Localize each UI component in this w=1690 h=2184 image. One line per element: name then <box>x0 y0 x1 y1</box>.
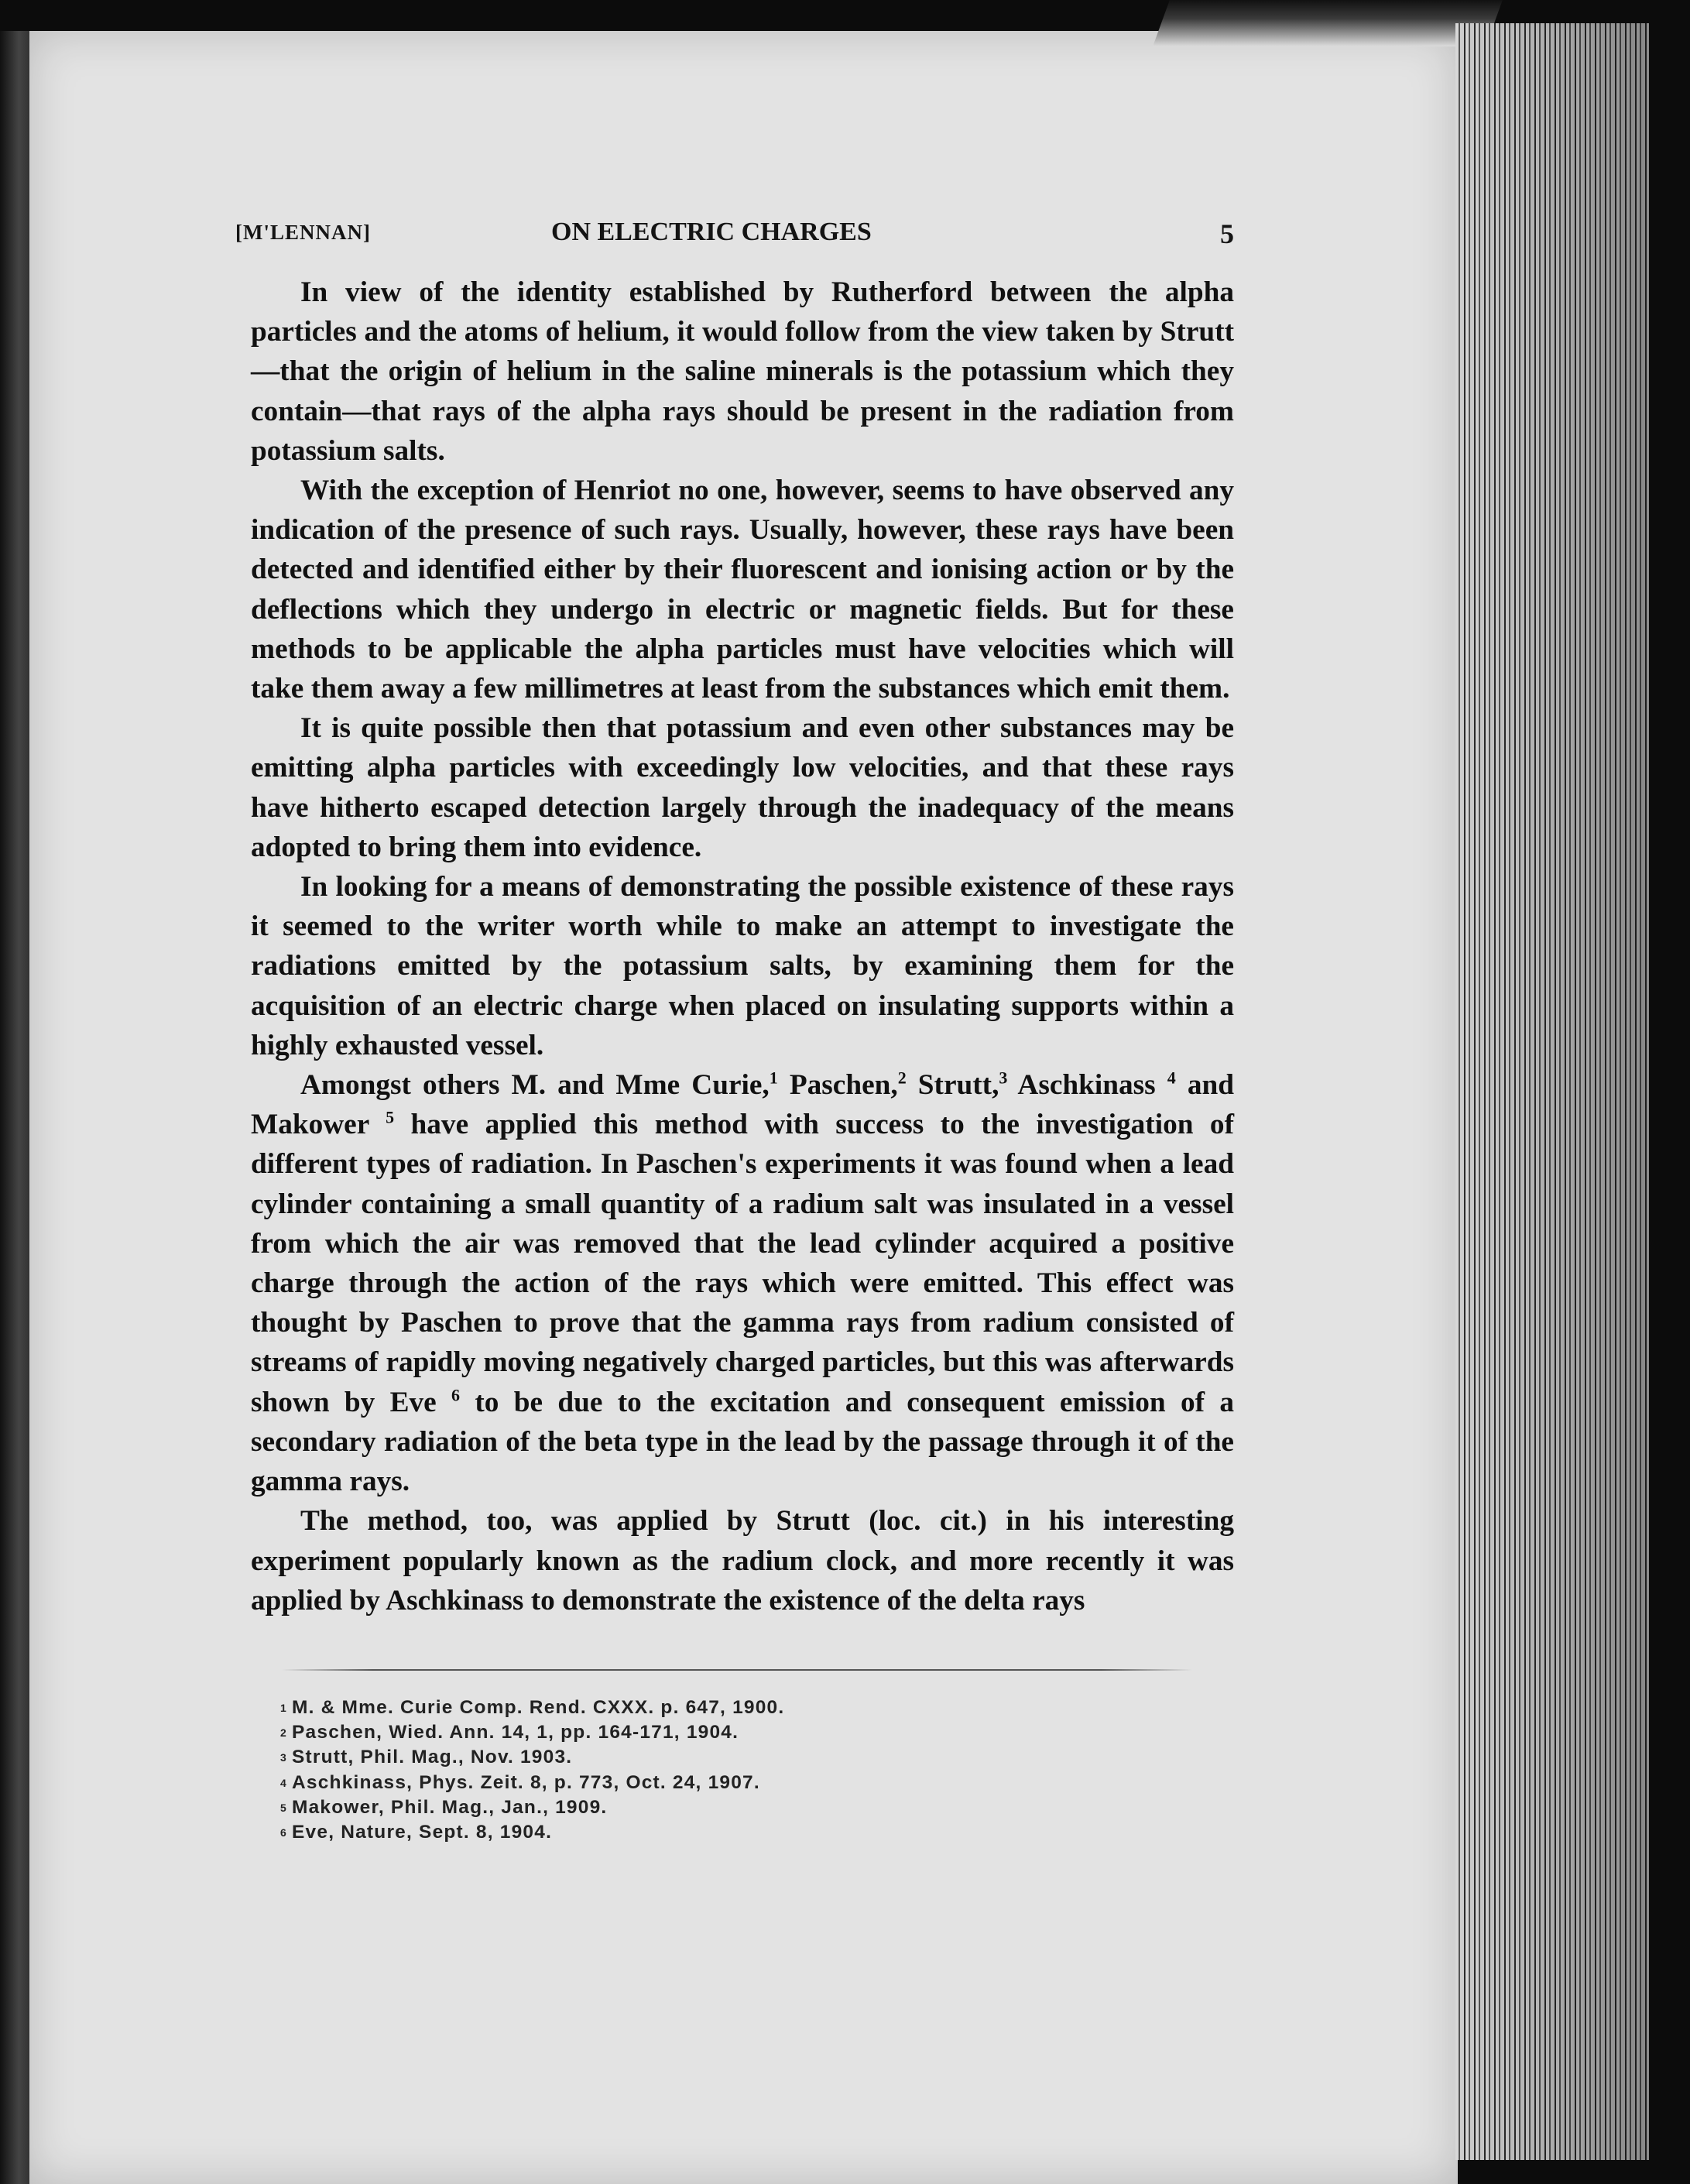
paragraph-text: to be due to the excitation and consequent emission of a secondary radiation of the beta type in the lead by the passage through it of the gamma rays. <box>251 1386 1234 1498</box>
paragraph-text: Amongst others M. and Mme Curie, <box>300 1069 770 1102</box>
paragraph <box>251 1065 1234 1501</box>
paragraph <box>251 867 1234 1065</box>
footnote-number: 5 <box>280 1801 287 1814</box>
footnote <box>280 1795 1054 1820</box>
footnote-reference: 5 <box>386 1107 395 1127</box>
paragraph <box>251 1501 1234 1620</box>
footnote-text: Makower, Phil. Mag., Jan., 1909. <box>292 1796 608 1818</box>
paragraph-text: Aschkinass <box>1007 1069 1167 1102</box>
paragraph-text: In looking for a means of demonstrating the possible existence of these rays it seemed to the writer worth while to make an attempt to investigate the radiations emitted by the potassium salts, by examining them for the acquisition of an electric charge when placed on insulating supports within a highly exhausted vessel. <box>251 871 1234 1061</box>
paragraph-text: With the exception of Henriot no one, however, seems to have observed any indication of the presence of such rays. Usually, however, these rays have been detected and identified either by their fluorescent and ionising action or by the deflections which they undergo in electric or magnetic fields. But for these methods to be applicable the alpha particles must have velocities which will take them away a few millimetres at least from the substances which emit them. <box>251 475 1234 705</box>
footnote <box>280 1720 1054 1745</box>
running-header <box>235 218 1234 256</box>
footnote-text: Paschen, Wied. Ann. 14, 1, pp. 164-171, 1904. <box>292 1722 739 1743</box>
footnote-number: 2 <box>280 1726 287 1740</box>
paragraph-text: have applied this method with success to the investigation of different types of radiation. In Paschen's experiments it was found when a lead cylinder containing a small quantity of a radium salt was insulated in a vessel from which the air was removed that the lead cylinder acquired a positive charge through the action of the rays which were emitted. This effect was thought by Paschen to prove that the gamma rays from radium consisted of streams of rapidly moving negatively charged particles, but this was afterwards shown by Eve <box>251 1109 1235 1418</box>
footnote-reference: 2 <box>897 1068 907 1088</box>
footnote <box>280 1695 1054 1720</box>
page-edges <box>1455 23 1649 2160</box>
footnote-reference: 1 <box>769 1068 778 1088</box>
paragraph-text: The method, too, was applied by Strutt (loc. cit.) in his interesting experiment popularly known as the radium clock, and more recently it was applied by Aschkinass to demonstrate the existence of the delta rays <box>251 1505 1234 1617</box>
footnote-number: 1 <box>280 1702 287 1714</box>
running-header-author: [M'LENNAN] <box>235 221 371 244</box>
page-number: 5 <box>1220 218 1234 249</box>
paragraph <box>251 273 1234 471</box>
footnote-text: Strutt, Phil. Mag., Nov. 1903. <box>292 1747 573 1768</box>
running-header-title: ON ELECTRIC CHARGES <box>551 218 872 246</box>
footnote-number: 4 <box>280 1776 287 1789</box>
footnote-reference: 4 <box>1167 1068 1176 1088</box>
paragraph-text: It is quite possible then that potassium and even other substances may be emitting alpha particles with exceedingly low velocities, and that these rays have hitherto escaped detection largely through the inadequacy of the means adopted to bring them into evidence. <box>251 712 1234 863</box>
footnotes <box>280 1695 1054 1845</box>
page-corner-curl <box>1153 0 1503 46</box>
footnote-number: 6 <box>280 1826 287 1839</box>
paragraph <box>251 471 1234 708</box>
footnote-number: 3 <box>280 1751 287 1764</box>
footnote-text: Eve, Nature, Sept. 8, 1904. <box>292 1822 553 1843</box>
footnote <box>280 1771 1054 1795</box>
footnote <box>280 1820 1054 1845</box>
paragraph-text: Strutt, <box>906 1069 999 1102</box>
footnote-rule <box>282 1669 1192 1671</box>
footnote <box>280 1745 1054 1770</box>
footnote-reference: 6 <box>451 1385 461 1405</box>
paragraph-text: and Makower <box>251 1069 1234 1141</box>
footnote-reference: 3 <box>999 1068 1008 1088</box>
paragraph <box>251 708 1234 867</box>
paragraph-text: In view of the identity established by Rutherford between the alpha particles and the atoms of helium, it would follow from the view taken by Strutt—that the origin of helium in the saline minerals is the potassium which they contain—that rays of the alpha rays should be present in the radiation from potassium salts. <box>251 276 1234 467</box>
footnote-text: Aschkinass, Phys. Zeit. 8, p. 773, Oct. 24, 1907. <box>292 1771 760 1793</box>
footnote-text: M. & Mme. Curie Comp. Rend. CXXX. p. 647, 1900. <box>292 1697 785 1718</box>
paragraph-text: Paschen, <box>777 1069 898 1102</box>
body-text <box>251 273 1234 1620</box>
